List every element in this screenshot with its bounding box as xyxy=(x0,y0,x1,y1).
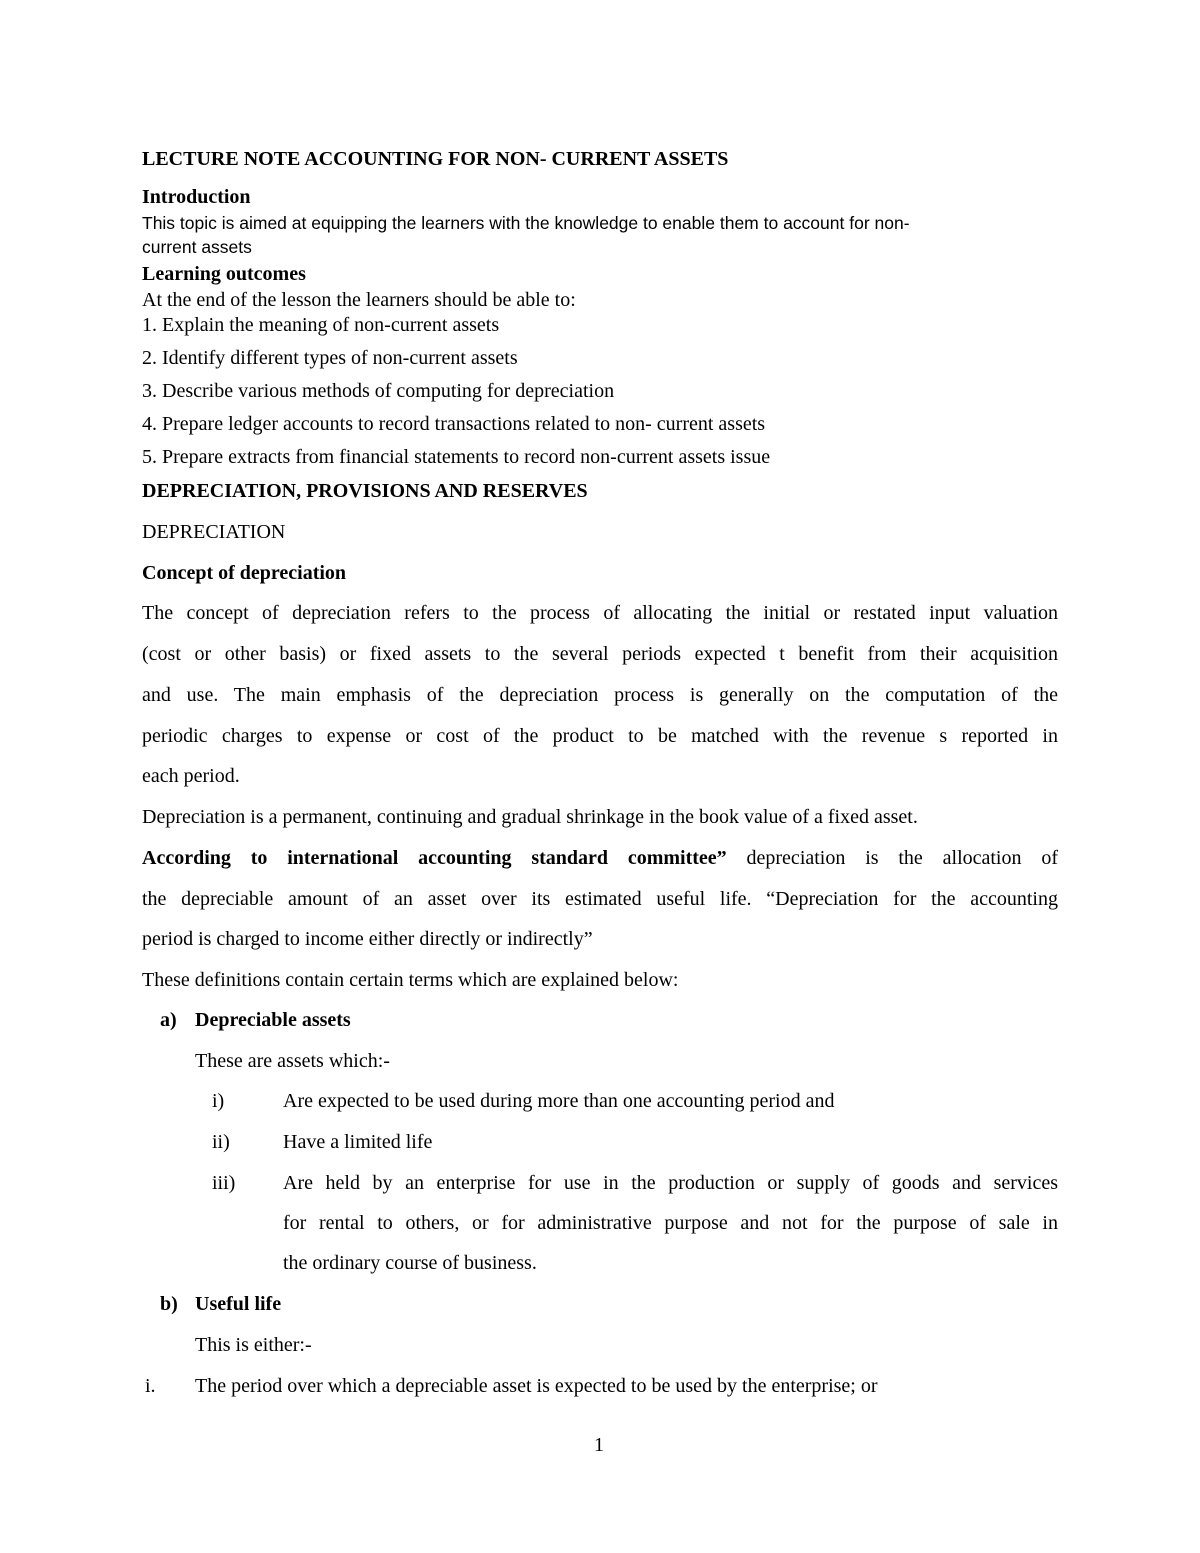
introduction-heading: Introduction xyxy=(142,186,251,208)
list-marker: b) xyxy=(160,1293,178,1315)
section-heading: DEPRECIATION, PROVISIONS AND RESERVES xyxy=(142,480,588,502)
depreciable-assets-item-continued: the ordinary course of business. xyxy=(283,1252,537,1274)
concept-paragraph-line: and use. The main emphasis of the depreciation process is generally on the computation of the xyxy=(142,684,1058,706)
concept-paragraph-line: periodic charges to expense or cost of the product to be matched with the revenue s reported in xyxy=(142,725,1058,747)
iasc-definition-line-1 xyxy=(142,845,1058,871)
learning-outcome-item: 4. Prepare ledger accounts to record transactions related to non- current assets xyxy=(142,413,766,435)
concept-paragraph-line: each period. xyxy=(142,765,240,787)
iasc-definition-line-2: the depreciable amount of an asset over its estimated useful life. “Depreciation for the accounting xyxy=(142,888,1058,910)
terms-intro: These definitions contain certain terms which are explained below: xyxy=(142,969,679,991)
iasc-definition-bold: According to international accounting standard committee” xyxy=(142,847,727,869)
concept-paragraph-line: The concept of depreciation refers to the process of allocating the initial or restated input valuation xyxy=(142,602,1058,624)
depreciable-assets-item-continued: for rental to others, or for administrative purpose and not for the purpose of sale in xyxy=(283,1212,1058,1234)
list-marker: iii) xyxy=(212,1172,236,1194)
document-title: LECTURE NOTE ACCOUNTING FOR NON- CURRENT ASSETS xyxy=(142,148,729,170)
list-marker: i. xyxy=(145,1375,156,1397)
concept-paragraph-line: (cost or other basis) or fixed assets to the several periods expected t benefit from their acquisition xyxy=(142,643,1058,665)
iasc-definition-line-3: period is charged to income either directly or indirectly” xyxy=(142,928,593,950)
depreciable-assets-lead: These are assets which:- xyxy=(195,1050,390,1072)
list-marker: i) xyxy=(212,1090,225,1112)
iasc-definition-rest: depreciation is the allocation of xyxy=(726,847,1058,869)
useful-life-lead: This is either:- xyxy=(195,1334,312,1356)
learning-outcome-item: 3. Describe various methods of computing for depreciation xyxy=(142,380,615,402)
list-marker: ii) xyxy=(212,1131,230,1153)
introduction-text-line-1: This topic is aimed at equipping the learners with the knowledge to enable them to account for non- xyxy=(142,213,910,233)
learning-outcome-item: 1. Explain the meaning of non-current assets xyxy=(142,314,500,336)
subsection-label: DEPRECIATION xyxy=(142,521,286,543)
concept-heading: Concept of depreciation xyxy=(142,562,347,584)
learning-outcome-item: 2. Identify different types of non-current assets xyxy=(142,347,518,369)
depreciable-assets-item: Are held by an enterprise for use in the production or supply of goods and services xyxy=(283,1172,1058,1194)
depreciable-assets-item: Are expected to be used during more than one accounting period and xyxy=(283,1090,835,1112)
learning-outcomes-lead: At the end of the lesson the learners should be able to: xyxy=(142,289,576,311)
learning-outcomes-heading: Learning outcomes xyxy=(142,263,306,285)
useful-life-item: The period over which a depreciable asset is expected to be used by the enterprise; or xyxy=(195,1375,878,1397)
learning-outcome-item: 5. Prepare extracts from financial statements to record non-current assets issue xyxy=(142,446,771,468)
useful-life-heading: Useful life xyxy=(195,1293,282,1315)
list-marker: a) xyxy=(160,1009,177,1031)
introduction-text-line-2: current assets xyxy=(142,237,252,257)
depreciation-definition: Depreciation is a permanent, continuing and gradual shrinkage in the book value of a fixed asset. xyxy=(142,806,918,828)
depreciable-assets-heading: Depreciable assets xyxy=(195,1009,351,1031)
page-number: 1 xyxy=(594,1434,604,1456)
depreciable-assets-item: Have a limited life xyxy=(283,1131,433,1153)
